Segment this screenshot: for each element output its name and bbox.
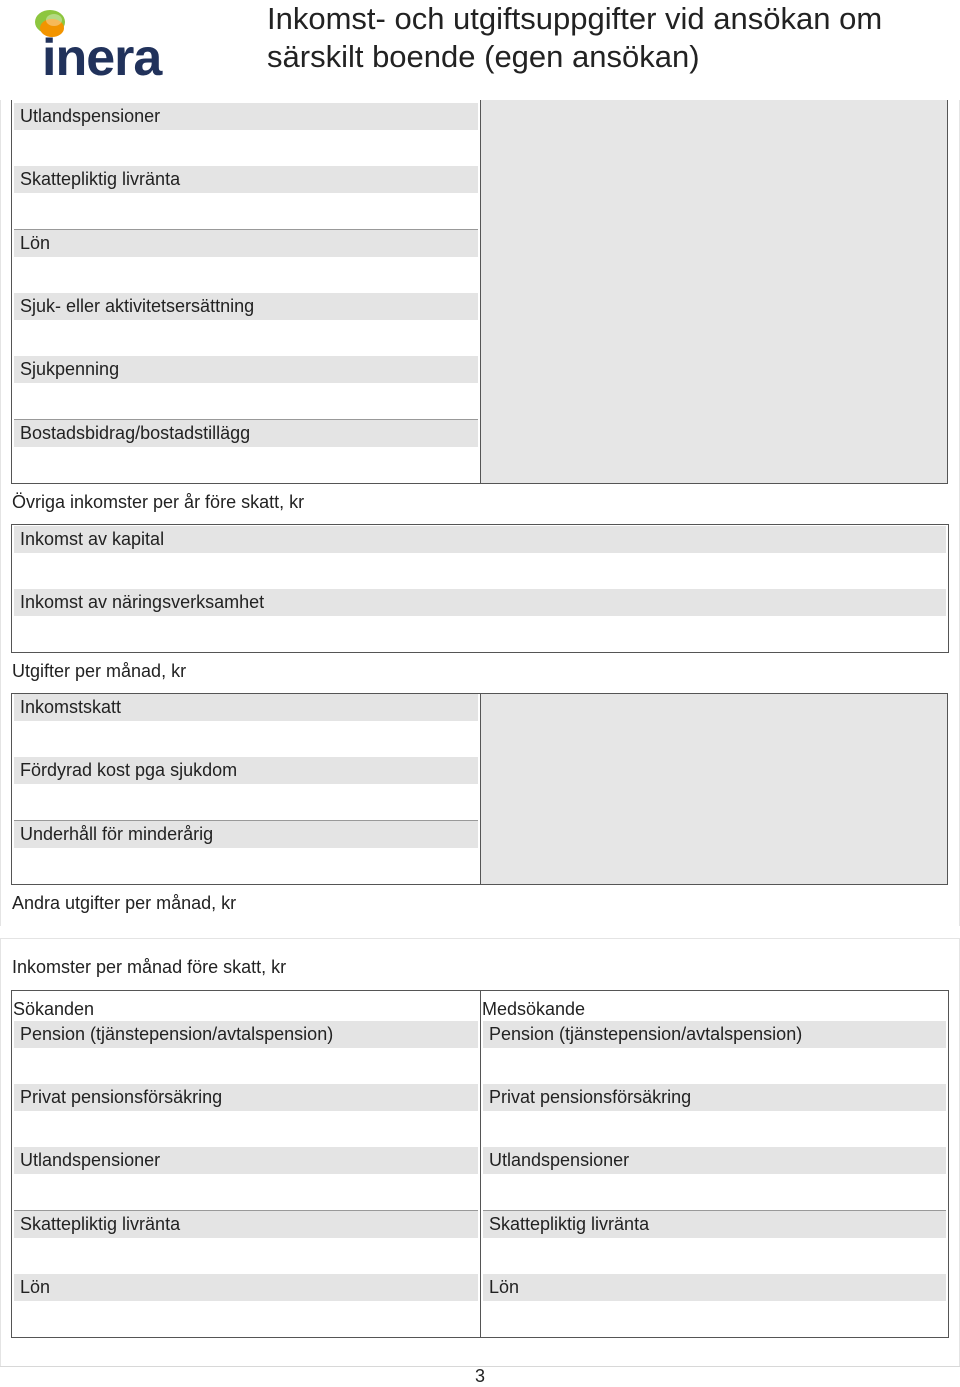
applicant-field-lon <box>12 1274 480 1338</box>
field-input[interactable] <box>14 193 478 230</box>
field-input[interactable] <box>483 1111 946 1148</box>
field-inkomst-naringsverksamhet <box>12 589 948 653</box>
field-label: Pension (tjänstepension/avtalspension) <box>483 1021 946 1048</box>
co-applicant-field-livranta <box>481 1211 948 1275</box>
field-input[interactable] <box>14 721 478 758</box>
field-label: Sjuk- eller aktivitetsersättning <box>14 293 478 320</box>
field-label: Skattepliktig livränta <box>14 1211 478 1238</box>
co-applicant-field-pension <box>481 1021 948 1085</box>
field-label: Pension (tjänstepension/avtalspension) <box>14 1021 478 1048</box>
field-input[interactable] <box>14 1301 478 1337</box>
field-label: Fördyrad kost pga sjukdom <box>14 757 478 784</box>
logo-text: inera <box>42 29 162 87</box>
field-input[interactable] <box>14 784 478 821</box>
field-label: Lön <box>483 1274 946 1301</box>
field-label: Inkomst av kapital <box>14 526 946 553</box>
field-sjukpenning <box>12 356 480 420</box>
field-input[interactable] <box>14 130 478 167</box>
expenses-gray-panel <box>480 693 948 885</box>
applicant-field-livranta <box>12 1211 480 1275</box>
field-input[interactable] <box>14 257 478 294</box>
field-label: Lön <box>14 1274 478 1301</box>
field-input[interactable] <box>14 616 946 652</box>
co-applicant-field-privat-pension <box>481 1084 948 1148</box>
co-applicant-field-utlandspensioner <box>481 1147 948 1211</box>
field-input[interactable] <box>483 1048 946 1085</box>
section-heading-income-monthly: Inkomster per månad före skatt, kr <box>12 957 287 977</box>
field-input[interactable] <box>14 447 478 483</box>
field-input[interactable] <box>14 1111 478 1148</box>
field-input[interactable] <box>14 1174 478 1211</box>
field-input[interactable] <box>483 1238 946 1275</box>
field-input[interactable] <box>14 383 478 420</box>
field-label: Bostadsbidrag/bostadstillägg <box>14 420 478 447</box>
field-label: Privat pensionsförsäkring <box>14 1084 478 1111</box>
field-label: Inkomstskatt <box>14 694 478 721</box>
inera-logo <box>30 4 170 87</box>
applicant-field-utlandspensioner <box>12 1147 480 1211</box>
field-label: Utlandspensioner <box>483 1147 946 1174</box>
field-input[interactable] <box>14 848 478 884</box>
applicant-label: Sökanden <box>13 999 95 1019</box>
field-label: Utlandspensioner <box>14 1147 478 1174</box>
field-skattepliktig-livranta <box>12 166 480 230</box>
applicant-field-pension <box>12 1021 480 1085</box>
field-inkomst-kapital <box>12 526 948 590</box>
field-inkomstskatt <box>12 694 480 758</box>
field-label: Utlandspensioner <box>14 103 478 130</box>
section-heading-other-expenses: Andra utgifter per månad, kr <box>12 893 237 913</box>
field-input[interactable] <box>14 1048 478 1085</box>
co-applicant-label: Medsökande <box>482 999 586 1019</box>
page-title: Inkomst- och utgiftsuppgifter vid ansökan om särskilt boende (egen ansökan) <box>267 1 883 74</box>
field-bostadsbidrag <box>12 420 480 484</box>
field-input[interactable] <box>483 1174 946 1211</box>
field-label: Skattepliktig livränta <box>14 166 478 193</box>
page-number: 3 <box>474 1366 485 1386</box>
section-heading-other-income: Övriga inkomster per år före skatt, kr <box>12 492 305 512</box>
field-fordyrad-kost <box>12 757 480 821</box>
field-underhall-minderarig <box>12 821 480 885</box>
field-lon <box>12 230 480 294</box>
field-input[interactable] <box>14 320 478 357</box>
field-sjuk-aktivitetsersattning <box>12 293 480 357</box>
field-label: Privat pensionsförsäkring <box>483 1084 946 1111</box>
field-utlandspensioner <box>12 103 480 167</box>
section-heading-expenses: Utgifter per månad, kr <box>12 661 187 681</box>
field-input[interactable] <box>14 553 946 590</box>
field-label: Sjukpenning <box>14 356 478 383</box>
field-input[interactable] <box>14 1238 478 1275</box>
applicant-field-privat-pension <box>12 1084 480 1148</box>
income-continued-gray-panel <box>480 100 948 484</box>
co-applicant-field-lon <box>481 1274 948 1338</box>
field-label: Underhåll för minderårig <box>14 821 478 848</box>
field-label: Inkomst av näringsverksamhet <box>14 589 946 616</box>
field-label: Skattepliktig livränta <box>483 1211 946 1238</box>
field-input[interactable] <box>483 1301 946 1337</box>
field-label: Lön <box>14 230 478 257</box>
